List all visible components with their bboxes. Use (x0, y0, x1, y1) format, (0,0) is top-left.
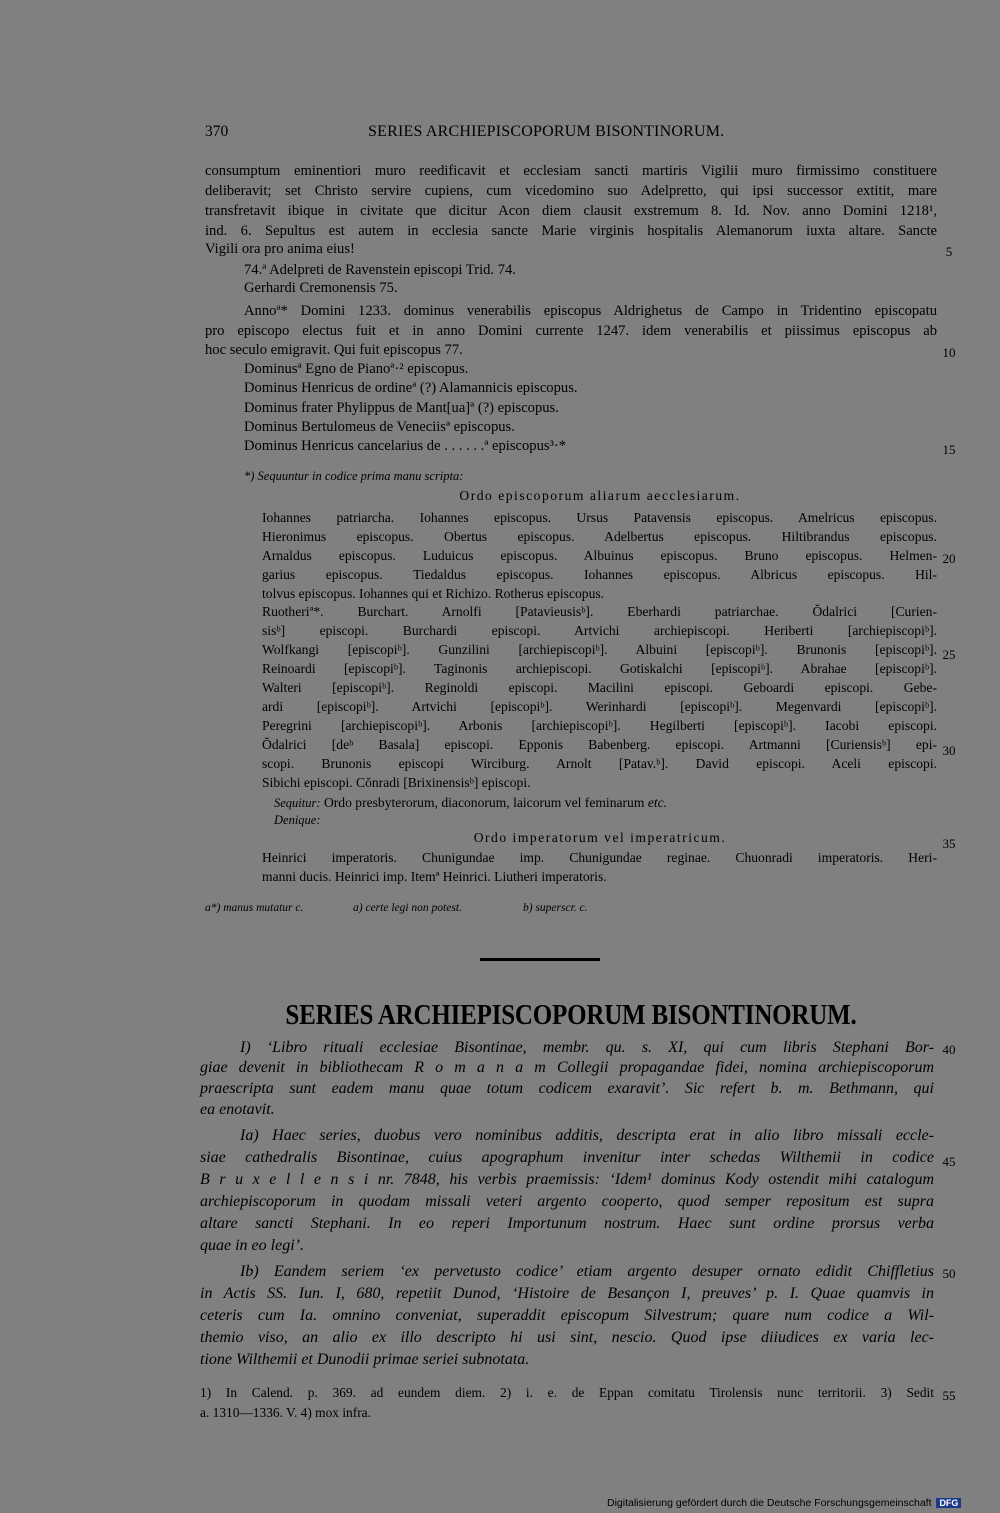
ordo-title: Ordo episcoporum aliarum aecclesiarum. (459, 488, 741, 503)
sequitur-text: Ordo presbyterorum, diaconorum, laicorum vel feminarum (323, 795, 645, 810)
ordo-line: Peregrini [archiepiscopiᵇ]. Arbonis [archiepiscopiᵇ]. Hegilberti [episcopiᵇ]. Iacobi episcopi. (262, 718, 937, 733)
footnote: a*) manus mutatur c. (205, 902, 304, 914)
note-intro: *) Sequuntur in codice prima manu scripta: (244, 469, 464, 483)
anno-line: Annoª* Domini 1233. dominus venerabilis episcopus Aldrighetus de Campo in Tridentino episcopatu (244, 303, 937, 319)
list-item: 74.ª Adelpreti de Ravenstein episcopi Trid. 74. (244, 262, 516, 278)
body-line: Vigili ora pro anima eius! (205, 241, 355, 257)
footnote-line: a. 1310—1336. V. 4) mox infra. (200, 1405, 371, 1420)
intro-line: in Actis SS. Iun. I, 680, repetiit Dunod, ‘Histoire de Besançon I, preuves’ p. I. Quae quamvis in (200, 1285, 934, 1302)
intro-line: giae devenit in bibliothecam R o m a n a m Collegii propagandae fidei, nomina archiepiscoporum (200, 1059, 934, 1076)
margin-line-number: 10 (942, 345, 956, 360)
list-item: Dominus frater Phylippus de Mant[ua]ª (?) episcopus. (244, 400, 559, 416)
digitization-credit (607, 1497, 961, 1509)
intro-line: quae in eo legi’. (200, 1237, 304, 1254)
section-divider (480, 958, 600, 961)
body-line: ind. 6. Sepultus est autem in ecclesia sancte Marie virginis hospitalis Alemanorum iuxta altare. Sancte (205, 223, 937, 239)
imperatorum-title: Ordo imperatorum vel imperatricum. (473, 830, 727, 845)
intro-line: ceteris cum Ia. omnino conveniat, superaddit episcopum Silvestrum; quare num codice a Wil- (200, 1307, 934, 1324)
margin-line-number: 45 (942, 1154, 956, 1169)
margin-line-number: 25 (942, 647, 956, 662)
list-item: Dominusª Egno de Pianoª·² episcopus. (244, 361, 469, 377)
footnote: a) certe legi non potest. (353, 902, 462, 914)
intro-line: B r u x e l l e n s i nr. 7848, his verbis praemissis: ‘Idem¹ dominus Kody ostendit mihi catalogum (200, 1171, 934, 1188)
section-title: SERIES ARCHIEPISCOPORUM BISONTINORUM. (285, 999, 857, 1032)
imperatorum-line: manni ducis. Heinrici imp. Itemª Heinrici. Liutheri imperatoris. (262, 869, 607, 884)
ordo-line: scopi. Brunonis episcopi Wirciburg. Arnolt [Patav.ᵇ]. David episcopi. Aceli episcopi. (262, 756, 937, 771)
ordo-line: Iohannes patriarcha. Iohannes episcopus. Ursus Patavensis episcopus. Amelricus episcopus. (262, 510, 937, 525)
intro-line: Ia) Haec series, duobus vero nominibus additis, descripta erat in alio libro missali eccle- (240, 1127, 934, 1144)
margin-line-number: 5 (945, 244, 953, 259)
margin-line-number: 15 (942, 442, 956, 457)
ordo-line: ardi [episcopiᵇ]. Artvichi [episcopiᵇ]. Werinhardi [episcopiᵇ]. Megenvardi [episcopiᵇ]. (262, 699, 937, 714)
intro-line: tione Wilthemii et Dunodii primae seriei subnotata. (200, 1351, 530, 1368)
body-line: deliberavit; set Christo servire cupiens, cum vicedomino suo Adelpretto, qui ipsi successor extitit, mare (205, 183, 937, 199)
denique-label: Denique: (274, 813, 321, 827)
margin-line-number: 50 (942, 1266, 956, 1281)
ordo-line: sisᵇ] episcopi. Burchardi episcopi. Artvichi archiepiscopi. Heriberti [archiepiscopiᵇ]. (262, 623, 937, 638)
ordo-line: tolvus episcopus. Iohannes qui et Richizo. Rotherus episcopus. (262, 586, 605, 601)
ordo-line: Reinoardi [episcopiᵇ]. Taginonis archiepiscopi. Gotiskalchi [episcopiᵇ]. Abrahae [episcopiᵇ]. (262, 661, 937, 676)
page-number: 370 (205, 123, 229, 140)
margin-line-number: 40 (942, 1042, 956, 1057)
anno-line: hoc seculo emigravit. Qui fuit episcopus 77. (205, 342, 463, 358)
footnote-line: 1) In Calend. p. 369. ad eundem diem. 2) i. e. de Eppan comitatu Tirolensis nunc territorii. 3) Sedit (200, 1385, 934, 1400)
body-line: consumptum eminentiori muro reedificavit et ecclesiam sancti martiris Vigilii muro firmissimo constituere (205, 163, 937, 179)
intro-line: I) ‘Libro rituali ecclesiae Bisontinae, membr. qu. s. XI, qui cum libris Stephani Bor- (240, 1039, 934, 1056)
intro-line: altare sancti Stephani. In eo reperi Importunum nostrum. Haec sunt ordine prorsus verba (200, 1215, 934, 1232)
intro-line: siae cathedralis Bisontinae, cuius apographum invenitur inter schedas Wilthemii in codice (200, 1149, 934, 1166)
ordo-line: Sibichi episcopi. Cŏnradi [Brixinensisᵇ] episcopi. (262, 775, 531, 790)
dfg-logo: DFG (936, 1498, 961, 1508)
sequitur-label: Sequitur: (274, 796, 321, 810)
imperatorum-line: Heinrici imperatoris. Chunigundae imp. Chunigundae reginae. Chuonradi imperatoris. Heri- (262, 850, 937, 865)
ordo-line: Ruotheriª*. Burchart. Arnolfi [Patavieusisᵇ]. Eberhardi patriarchae. Ŏdalrici [Curien- (262, 604, 937, 619)
sequitur-etc: etc. (647, 795, 668, 810)
ordo-line: garius episcopus. Tiedaldus episcopus. Iohannes episcopus. Albricus episcopus. Hil- (262, 567, 937, 582)
list-item: Gerhardi Cremonensis 75. (244, 280, 398, 296)
footnote: b) superscr. c. (523, 902, 588, 914)
ordo-line: Wolfkangi [episcopiᵇ]. Gunzilini [archiepiscopiᵇ]. Albuini [episcopiᵇ]. Brunonis [episcopiᵇ]. (262, 642, 937, 657)
margin-line-number: 30 (942, 743, 956, 758)
credit-text: Digitalisierung gefördert durch die Deutsche Forschungsgemeinschaft (607, 1497, 932, 1509)
list-item: Dominus Henricus de ordineª (?) Alamannicis episcopus. (244, 380, 578, 396)
sequitur-line (274, 796, 667, 810)
intro-line: themio viso, an alio ex illo descripto hi usi sint, nescio. Quod ipse diiudices ex varia lec- (200, 1329, 934, 1346)
ordo-line: Hieronimus episcopus. Obertus episcopus. Adelbertus episcopus. Hiltibrandus episcopus. (262, 529, 937, 544)
margin-line-number: 20 (942, 551, 956, 566)
ordo-line: Arnaldus episcopus. Luduicus episcopus. Albuinus episcopus. Bruno episcopus. Helmen- (262, 548, 937, 563)
intro-line: praescripta sunt eadem manu quae totum codicem exaravit’. Sic refert b. m. Bethmann, qui (200, 1080, 934, 1097)
running-title: SERIES ARCHIEPISCOPORUM BISONTINORUM. (368, 123, 725, 140)
intro-line: Ib) Eandem seriem ‘ex pervetusto codice’ etiam argento desuper ornato edidit Chiffletius (240, 1263, 934, 1280)
ordo-line: Walteri [episcopiᵇ]. Reginoldi episcopi. Macilini episcopi. Geboardi episcopi. Gebe- (262, 680, 937, 695)
body-line: transfretavit ibique in civitate que dicitur Acon diem clausit exstremum 8. Id. Nov. anno Domini 1218¹, (205, 203, 937, 219)
margin-line-number: 55 (942, 1388, 956, 1403)
list-item: Dominus Henricus cancelarius de . . . . . .ª episcopus³·* (244, 438, 567, 454)
margin-line-number: 35 (942, 836, 956, 851)
intro-line: ea enotavit. (200, 1101, 275, 1118)
ordo-line: Ŏdalrici [deᵇ Basala] episcopi. Epponis Babenberg. episcopi. Artmanni [Curiensisᵇ] epi- (262, 737, 937, 752)
intro-line: archiepiscoporum in quodam missali veteri argento cooperto, quod semper repositum est supra (200, 1193, 934, 1210)
list-item: Dominus Bertulomeus de Veneciisª episcopus. (244, 419, 515, 435)
anno-line: pro episcopo electus fuit et in anno Domini currente 1247. idem venerabilis et piissimus episcopus ab (205, 323, 937, 339)
